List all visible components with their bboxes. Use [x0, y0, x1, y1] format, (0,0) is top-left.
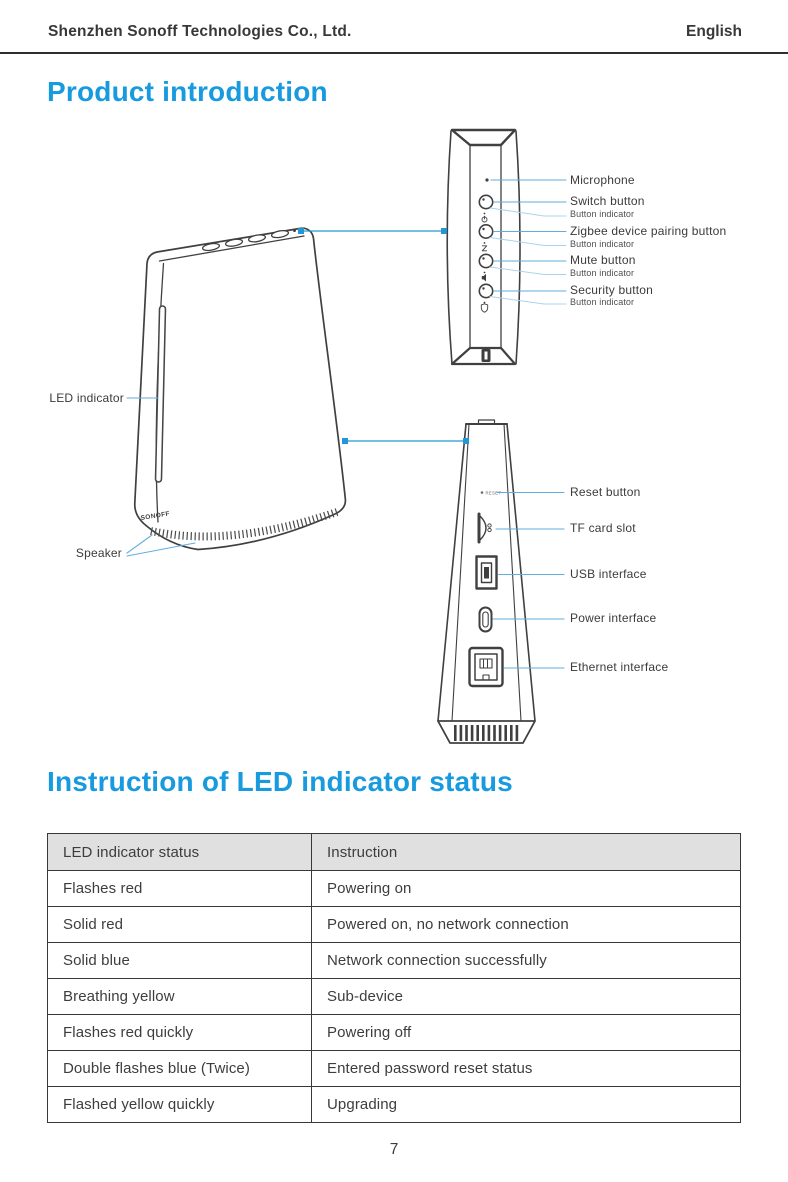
shield-glyph-icon: [481, 304, 487, 312]
switch-button-circle: [479, 195, 492, 208]
connector-dot-2: [441, 228, 447, 234]
section-title-led-status: Instruction of LED indicator status: [47, 766, 513, 797]
table-row: [48, 1051, 741, 1087]
ethernet-port-icon: [470, 648, 503, 686]
instruction-cell: Entered password reset status: [312, 1051, 741, 1087]
label-speaker: Speaker: [75, 546, 122, 560]
table-row: [48, 979, 741, 1015]
side-foot-slot-inner: [485, 352, 488, 360]
zigbee-button-circle: [479, 225, 492, 238]
company-name: Shenzhen Sonoff Technologies Co., Ltd.: [48, 23, 352, 40]
led-status-table-body: [48, 871, 741, 1123]
tf-slot-arc: [480, 516, 486, 540]
zigbee-indicator-dot: [484, 242, 486, 244]
back-left-inner: [452, 424, 469, 721]
label-zigbee-pairing-button: Zigbee device pairing button: [570, 224, 727, 238]
microphone-hole-top: [293, 229, 296, 232]
usb-c-outer: [480, 608, 492, 632]
page-number: 7: [389, 1141, 399, 1158]
label-security-button: Security button: [570, 283, 654, 297]
connector-dot-4: [463, 438, 469, 444]
microphone-dot: [485, 178, 488, 181]
logo-print: SONOFF: [140, 510, 171, 522]
led-status-cell: Solid red: [48, 907, 312, 943]
switch-indicator-dot: [484, 213, 486, 215]
mute-button-dot: [482, 257, 484, 259]
section-title-product-introduction: Product introduction: [47, 76, 328, 107]
led-status-cell: Flashes red: [48, 871, 312, 907]
security-button-circle: [479, 284, 492, 297]
led-status-table-head: [48, 834, 741, 871]
side-left-edge: [447, 131, 452, 364]
back-right-inner: [504, 424, 521, 721]
hub-side-view: [447, 130, 520, 364]
table-row: [48, 907, 741, 943]
tf-spring-bottom: [488, 528, 491, 531]
zigbee-button-dot: [482, 228, 484, 230]
mute-button-circle: [479, 254, 492, 267]
mute-glyph-icon: [482, 274, 486, 282]
connector-dot-3: [342, 438, 348, 444]
label-reset-button: Reset button: [570, 485, 641, 499]
mute-indicator-dot: [484, 272, 486, 274]
label-ethernet-interface: Ethernet interface: [570, 660, 669, 674]
usb-port-icon: [477, 557, 497, 589]
table-row: [48, 1087, 741, 1123]
table-row: [48, 871, 741, 907]
column-header-led-status: LED indicator status: [48, 834, 312, 871]
instruction-cell: Powering off: [312, 1015, 741, 1051]
label-switch-button: Switch button: [570, 194, 645, 208]
tf-card-slot-icon: [479, 514, 491, 542]
table-row: [48, 1015, 741, 1051]
led-status-cell: Breathing yellow: [48, 979, 312, 1015]
security-button-dot: [482, 287, 484, 289]
zigbee-glyph-icon: [482, 246, 486, 251]
hub-back-view: [438, 420, 535, 743]
instruction-cell: Upgrading: [312, 1087, 741, 1123]
usb-tongue: [484, 567, 489, 579]
label-mute-button-indicator: Button indicator: [570, 268, 635, 278]
label-zigbee-button-indicator: Button indicator: [570, 239, 635, 249]
label-switch-button-indicator: Button indicator: [570, 209, 635, 219]
label-mute-button: Mute button: [570, 253, 636, 267]
leader-speaker-2: [127, 543, 195, 556]
usb-c-port-icon: [480, 608, 492, 632]
switch-button-dot: [482, 198, 484, 200]
back-right-outer: [507, 424, 535, 721]
led-status-cell: Flashes red quickly: [48, 1015, 312, 1051]
label-power-interface: Power interface: [570, 611, 657, 625]
security-indicator-dot: [484, 302, 486, 304]
hub-body-outline: [135, 228, 346, 549]
instruction-cell: Network connection successfully: [312, 943, 741, 979]
label-tf-card-slot: TF card slot: [570, 521, 636, 535]
tf-spring-top: [488, 524, 491, 527]
connector-dot-1: [298, 228, 304, 234]
led-status-cell: Double flashes blue (Twice): [48, 1051, 312, 1087]
reset-hole: [481, 491, 484, 494]
label-security-button-indicator: Button indicator: [570, 297, 635, 307]
led-status-cell: Flashed yellow quickly: [48, 1087, 312, 1123]
leader-speaker-1: [127, 535, 152, 553]
reset-label-print: RESET: [485, 490, 502, 496]
hub-perspective-view: [135, 228, 346, 549]
side-right-edge: [516, 131, 520, 364]
label-usb-interface: USB interface: [570, 567, 647, 581]
label-microphone: Microphone: [570, 173, 635, 187]
instruction-cell: Sub-device: [312, 979, 741, 1015]
led-status-table: [47, 833, 741, 1123]
side-top-face: [452, 130, 515, 145]
instruction-cell: Powering on: [312, 871, 741, 907]
back-left-outer: [438, 424, 466, 721]
language-label: English: [686, 23, 742, 40]
table-row: [48, 943, 741, 979]
table-header-row: [48, 834, 741, 871]
label-led-indicator: LED indicator: [49, 391, 124, 405]
base-plate: [438, 721, 535, 743]
instruction-cell: Powered on, no network connection: [312, 907, 741, 943]
led-status-cell: Solid blue: [48, 943, 312, 979]
column-header-instruction: Instruction: [312, 834, 741, 871]
